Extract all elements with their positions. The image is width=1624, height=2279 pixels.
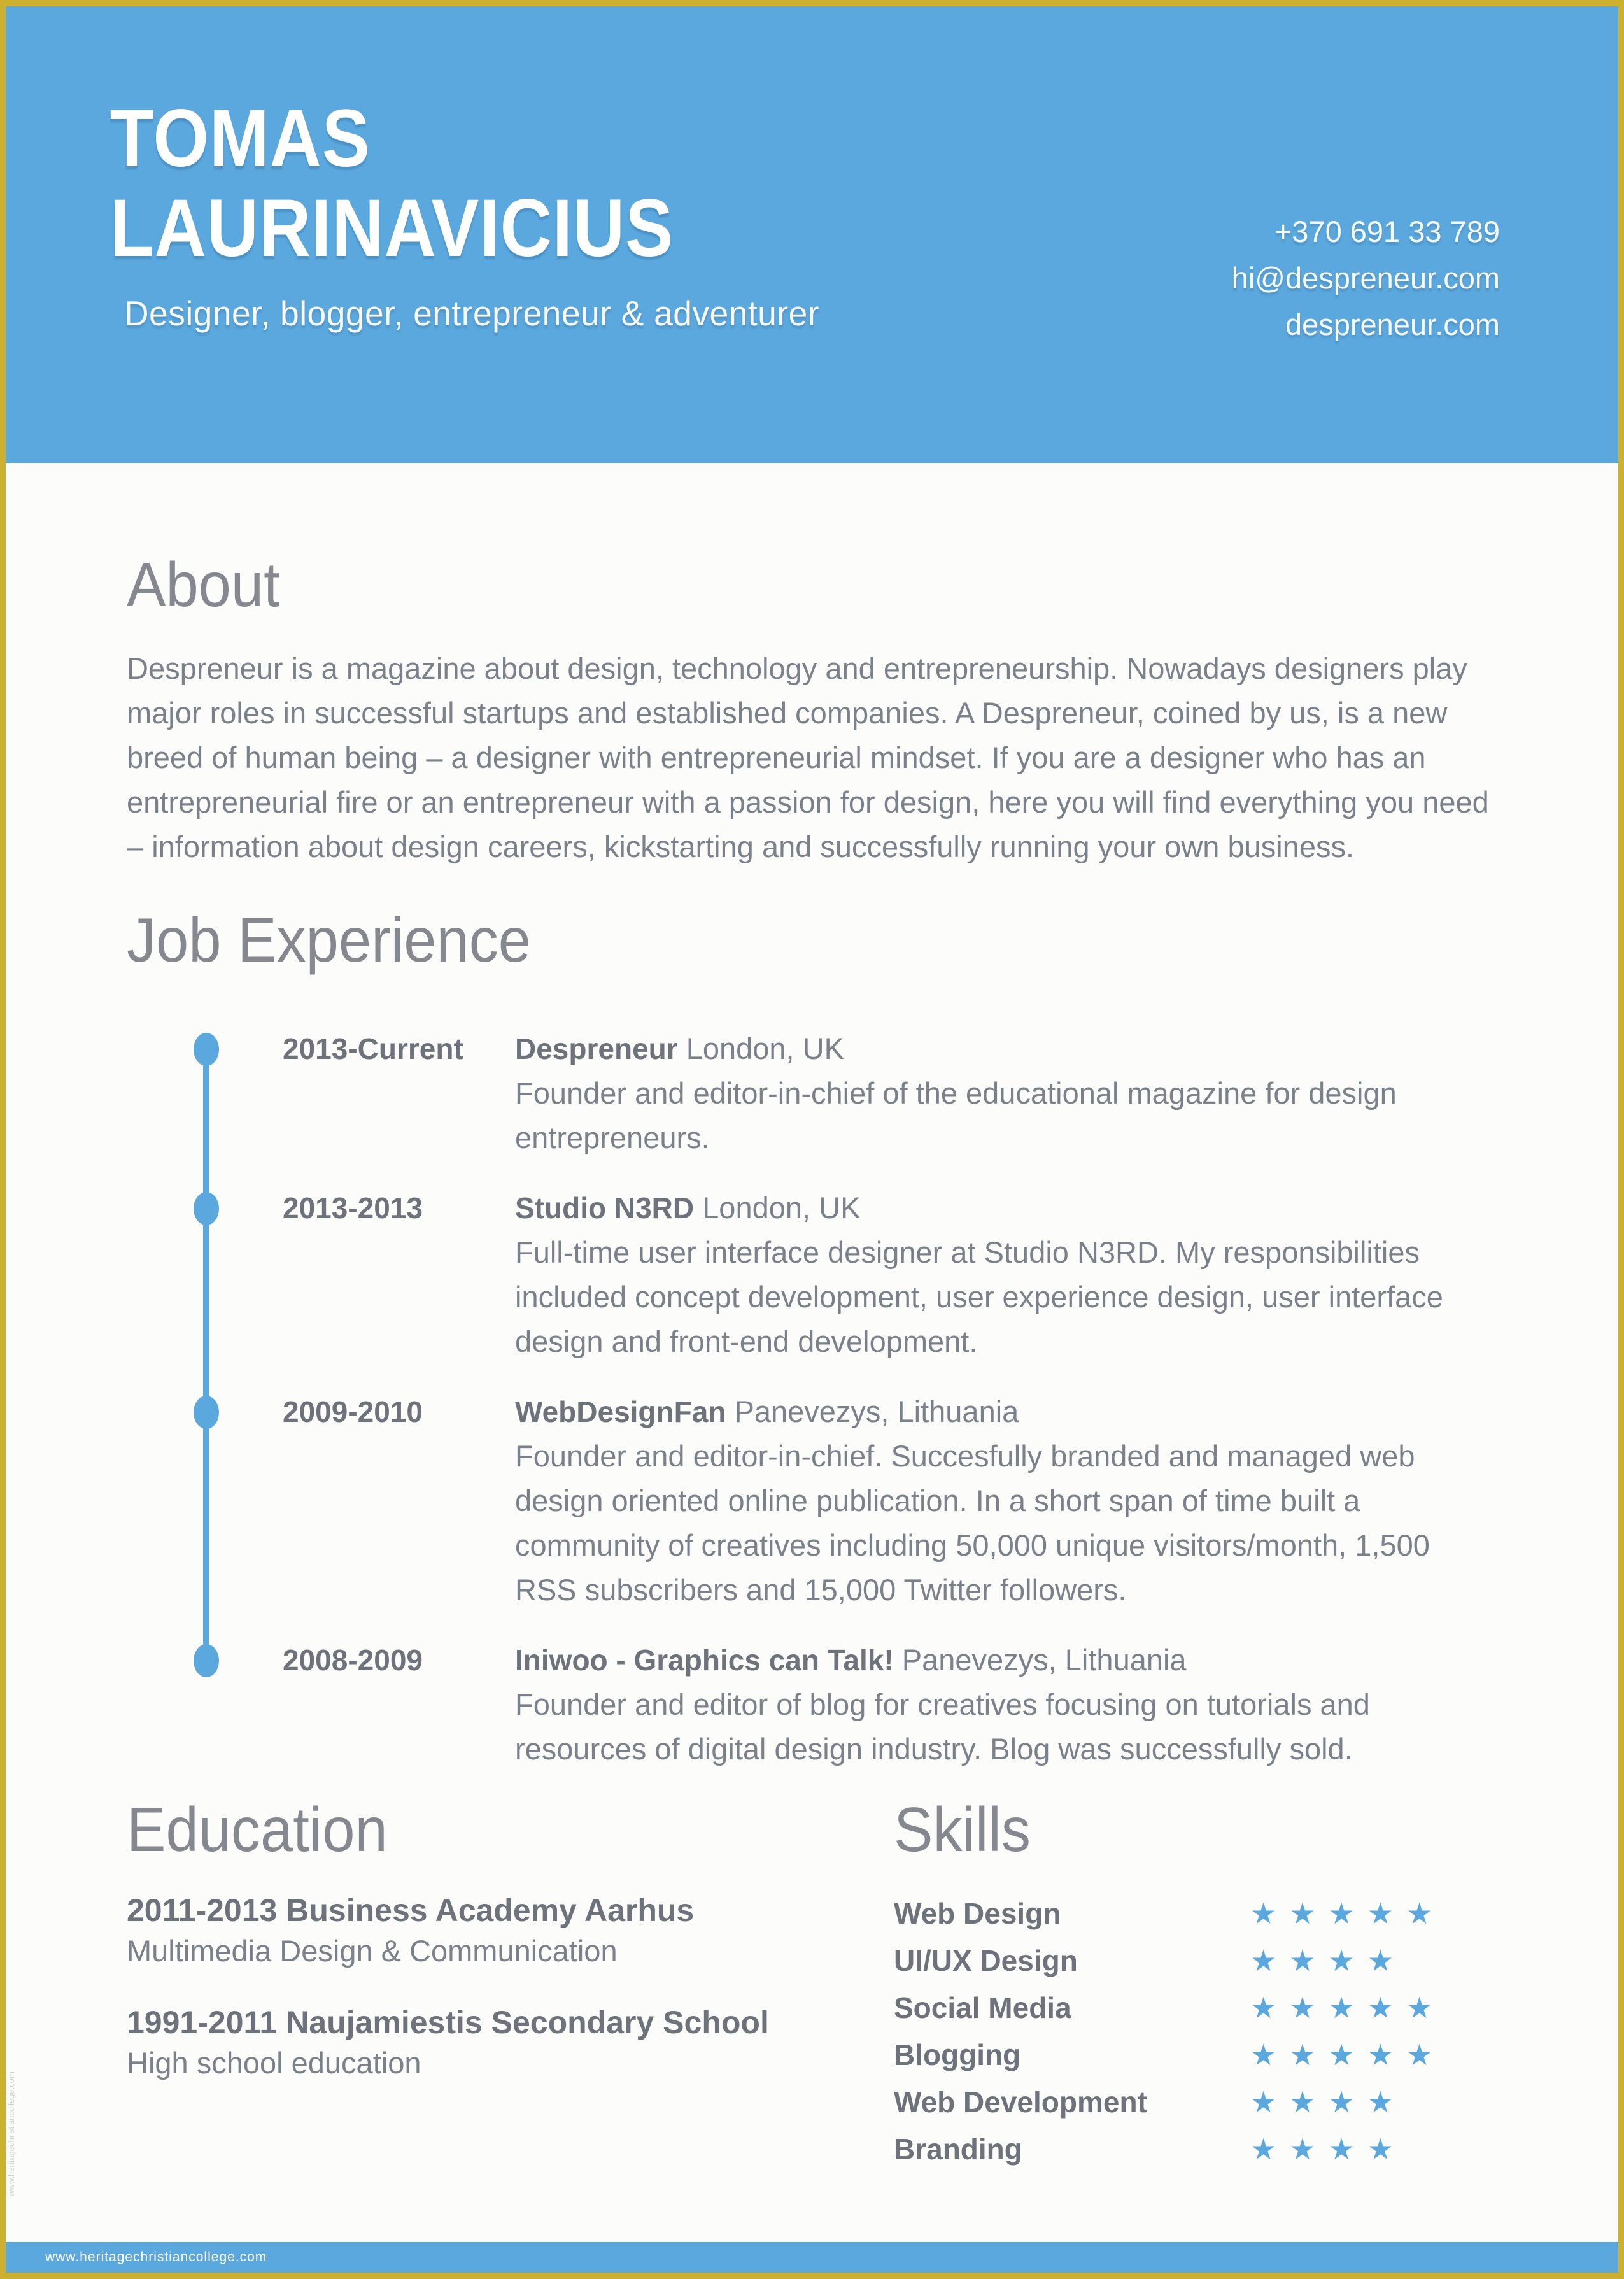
about-paragraph: Despreneur is a magazine about design, technology and entrepreneurship. Nowadays designers play major roles in successful startups and established companies. A Despreneur, coined by us, is a new breed of human being – a designer with entrepreneurial mindset. If you are a designer who has an entrepreneurial fire or an entrepreneur with a passion for design, here you will find everything you need – information about design careers, kickstarting and successfully running your own business. [127, 651, 1489, 863]
experience-title-line [515, 1638, 1497, 1682]
experience-location: Panevezys, Lithuania [734, 1395, 1019, 1429]
education-entry-title: 1991-2011 Naujamiestis Secondary School [127, 2005, 769, 2041]
skill-star-rating: ★★★★ [1250, 2132, 1406, 2167]
experience-period: 2013-2013 [283, 1191, 423, 1225]
education-entry-title: 2011-2013 Business Academy Aarhus [127, 1892, 695, 1929]
experience-details [515, 1638, 1497, 1771]
header-banner [6, 6, 1618, 463]
experience-description: Founder and editor-in-chief of the educational magazine for design entrepreneurs. [515, 1076, 1397, 1155]
education-column [127, 1794, 894, 2173]
education-section-title: Education [127, 1794, 388, 1865]
experience-details [515, 1186, 1497, 1364]
skill-star-rating: ★★★★★ [1250, 1896, 1446, 1931]
skill-star-rating: ★★★★ [1250, 1943, 1406, 1978]
contact-email: hi@despreneur.com [1231, 260, 1500, 295]
timeline-dot-icon [194, 1644, 219, 1677]
experience-entry [127, 1389, 1497, 1612]
skill-name: Web Development [894, 2085, 1147, 2119]
person-name [6, 6, 1425, 274]
experience-period: 2013-Current [283, 1032, 463, 1066]
experience-location: Panevezys, Lithuania [901, 1643, 1187, 1677]
skill-name: Web Design [894, 1897, 1061, 1931]
skill-name: Social Media [894, 1991, 1071, 2025]
experience-timeline [127, 1026, 1497, 1771]
person-name-line2: LAURINAVICIUS [109, 182, 674, 274]
experience-location: London, UK [702, 1191, 861, 1225]
experience-description: Founder and editor-in-chief. Succesfully branded and managed web design oriented online publication. In a short span of time built a community of creatives including 50,000 unique visitors/month, 1,500 RSS subscribers and 15,000 Twitter followers. [515, 1439, 1430, 1607]
skill-star-rating: ★★★★★ [1250, 2038, 1446, 2073]
experience-details [515, 1026, 1497, 1160]
skills-list [894, 1890, 1497, 2173]
skill-row [894, 2126, 1497, 2173]
skill-star-rating: ★★★★★ [1250, 1991, 1446, 2026]
experience-title-line [515, 1389, 1497, 1434]
side-watermark-text: www.heritagechristiancollege.com [6, 2071, 16, 2196]
skill-row [894, 1890, 1497, 1937]
skill-star-rating: ★★★★ [1250, 2085, 1406, 2120]
skill-row [894, 2031, 1497, 2078]
experience-title-line [515, 1026, 1497, 1071]
education-entry-subtitle: Multimedia Design & Communication [127, 1934, 618, 1968]
timeline-connector-line [203, 1409, 209, 1659]
skills-section-title: Skills [894, 1794, 1031, 1865]
experience-period: 2009-2010 [283, 1395, 423, 1429]
footer-url-text: www.heritagechristiancollege.com [45, 2250, 267, 2264]
experience-title-line [515, 1186, 1497, 1230]
skill-row [894, 2078, 1497, 2126]
experience-location: London, UK [686, 1032, 844, 1066]
contact-website: despreneur.com [1285, 307, 1500, 341]
skill-name: Blogging [894, 2038, 1021, 2072]
education-entry [127, 1890, 894, 1971]
timeline-connector-line [203, 1205, 209, 1411]
timeline-dot-icon [194, 1396, 219, 1429]
experience-details [515, 1389, 1497, 1612]
experience-entry [127, 1186, 1497, 1364]
skill-name: UI/UX Design [894, 1944, 1078, 1978]
experience-company: Iniwoo - Graphics can Talk! [515, 1644, 894, 1677]
experience-description: Full-time user interface designer at Studio N3RD. My responsibilities included concept development, user experience design, user interface design and front-end development. [515, 1235, 1443, 1359]
person-tagline: Designer, blogger, entrepreneur & adventurer [124, 293, 819, 333]
timeline-dot-icon [194, 1033, 219, 1066]
about-section-title: About [127, 550, 280, 620]
timeline-dot-icon [194, 1192, 219, 1225]
main-content [6, 549, 1618, 2173]
experience-period: 2008-2009 [283, 1644, 423, 1677]
experience-description: Founder and editor of blog for creatives focusing on tutorials and resources of digital design industry. Blog was successfully sold. [515, 1687, 1370, 1766]
experience-entry [127, 1026, 1497, 1160]
skill-row [894, 1984, 1497, 2031]
education-entry-subtitle: High school education [127, 2046, 421, 2080]
contact-block [1232, 209, 1500, 348]
skills-column [894, 1794, 1497, 2173]
person-name-line1: TOMAS [109, 93, 371, 184]
skill-name: Branding [894, 2133, 1022, 2166]
skill-row [894, 1937, 1497, 1984]
footer-bar [6, 2242, 1618, 2273]
experience-company: Studio N3RD [515, 1191, 695, 1225]
bottom-section [127, 1794, 1497, 2173]
experience-company: Despreneur [515, 1032, 678, 1066]
experience-entry [127, 1638, 1497, 1771]
contact-phone: +370 691 33 789 [1274, 215, 1500, 248]
experience-company: WebDesignFan [515, 1395, 726, 1429]
experience-section-title: Job Experience [127, 904, 531, 975]
timeline-connector-line [203, 1046, 209, 1207]
education-entry [127, 2002, 894, 2084]
